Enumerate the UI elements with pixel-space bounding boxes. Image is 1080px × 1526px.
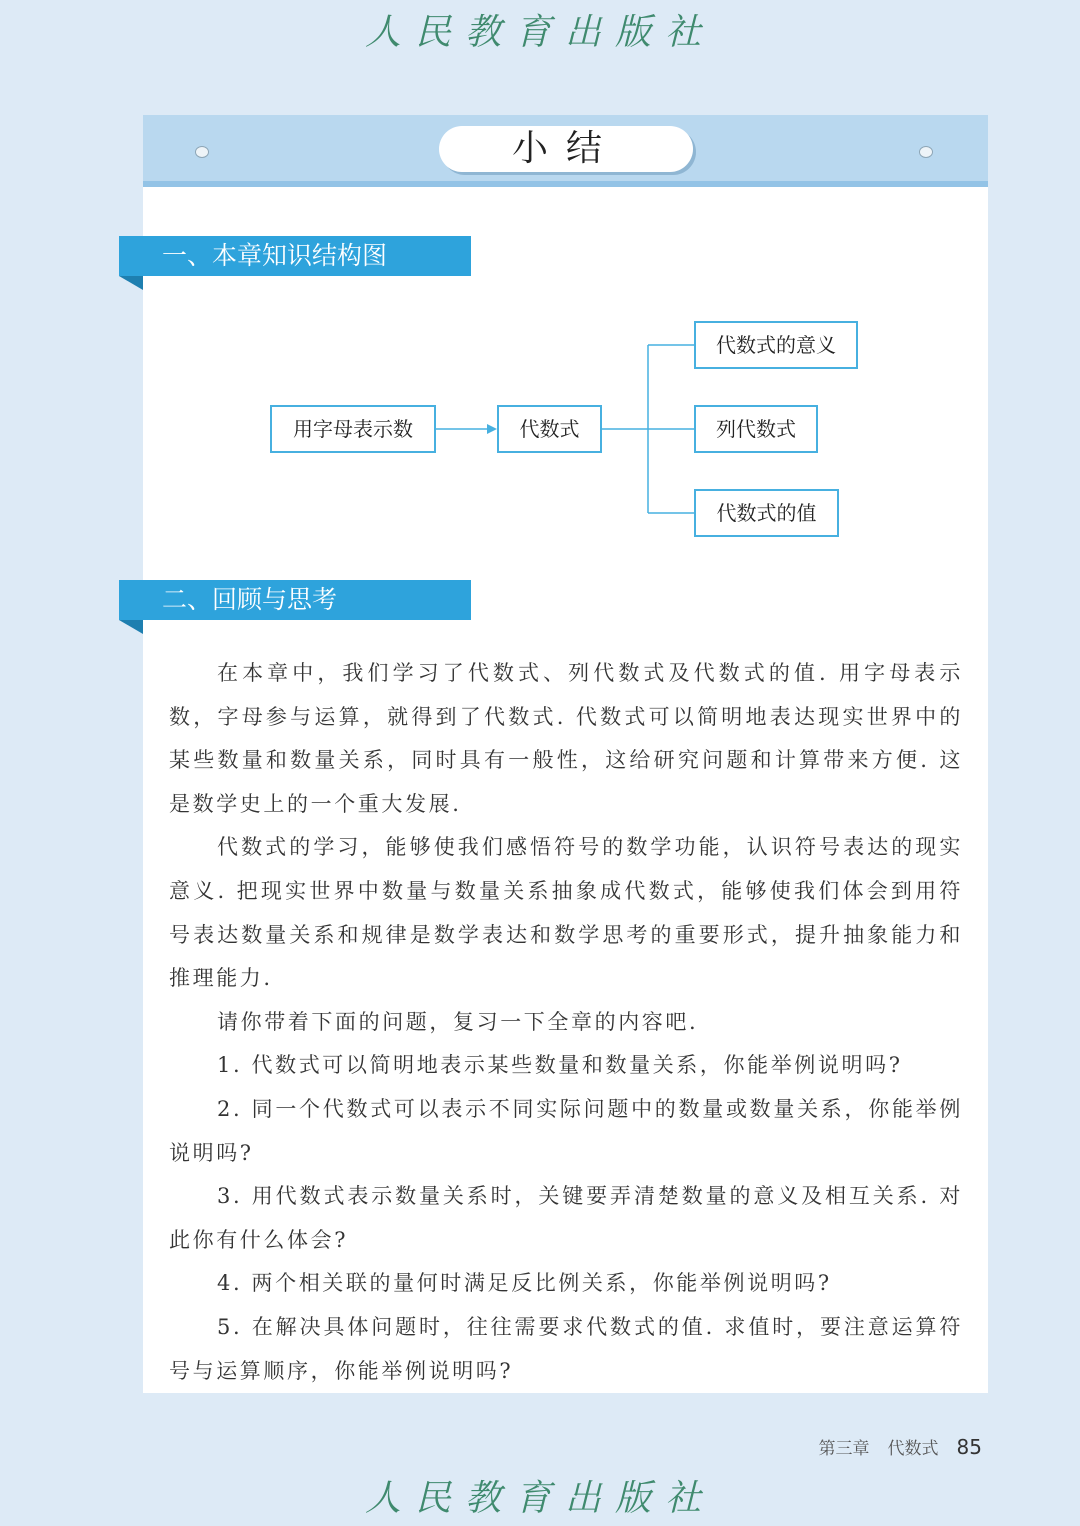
- paragraph: 在本章中，我们学习了代数式、列代数式及代数式的值. 用字母表示数，字母参与运算，就得到了代数式. 代数式可以简明地表达现实世界中的某些数量和数量关系，同时具有一般性，这给研究问题和计算带来方便. 这是数学史上的一个重大发展.: [169, 661, 963, 816]
- summary-title: 小结: [439, 126, 693, 172]
- publisher-watermark-bottom: 人民教育出版社: [364, 1478, 715, 1519]
- question-item: 2. 同一个代数式可以表示不同实际问题中的数量或数量关系，你能举例说明吗?: [169, 1096, 963, 1165]
- diagram-node-branch-2: 列代数式: [694, 405, 818, 453]
- diagram-node-branch-3: 代数式的值: [694, 489, 839, 537]
- section-heading-review: 二、回顾与思考: [119, 580, 471, 620]
- footer-chapter: 第三章: [818, 1439, 870, 1459]
- paragraph: 请你带着下面的问题，复习一下全章的内容吧.: [217, 1009, 699, 1034]
- question-item: 5. 在解决具体问题时，往往需要求代数式的值. 求值时，要注意运算符号与运算顺序，你能举例说明吗?: [169, 1314, 963, 1383]
- diagram-node-middle: 代数式: [497, 405, 602, 453]
- review-text: [169, 652, 963, 1393]
- paragraph: 代数式的学习，能够使我们感悟符号的数学功能，认识符号表达的现实意义. 把现实世界中数量与数量关系抽象成代数式，能够使我们体会到用符号表达数量关系和规律是数学表达和数学思考的重要形式，提升抽象能力和推理能力.: [169, 835, 963, 991]
- diagram-node-branch-1: 代数式的意义: [694, 321, 858, 369]
- diagram-node-root: 用字母表示数: [270, 405, 436, 453]
- question-item: 4. 两个相关联的量何时满足反比例关系，你能举例说明吗?: [217, 1271, 832, 1296]
- section-heading-fold: [119, 620, 143, 634]
- section-heading-structure: 一、本章知识结构图: [119, 236, 471, 276]
- question-item: 3. 用代数式表示数量关系时，关键要弄清楚数量的意义及相互关系. 对此你有什么体会?: [169, 1184, 963, 1252]
- page-footer: [0, 1434, 982, 1459]
- publisher-watermark-top: 人民教育出版社: [364, 12, 715, 53]
- question-item: 1. 代数式可以简明地表示某些数量和数量关系，你能举例说明吗?: [217, 1053, 903, 1078]
- page-number: 85: [956, 1435, 982, 1459]
- footer-topic: 代数式: [887, 1439, 939, 1459]
- arrow-head: [487, 424, 497, 434]
